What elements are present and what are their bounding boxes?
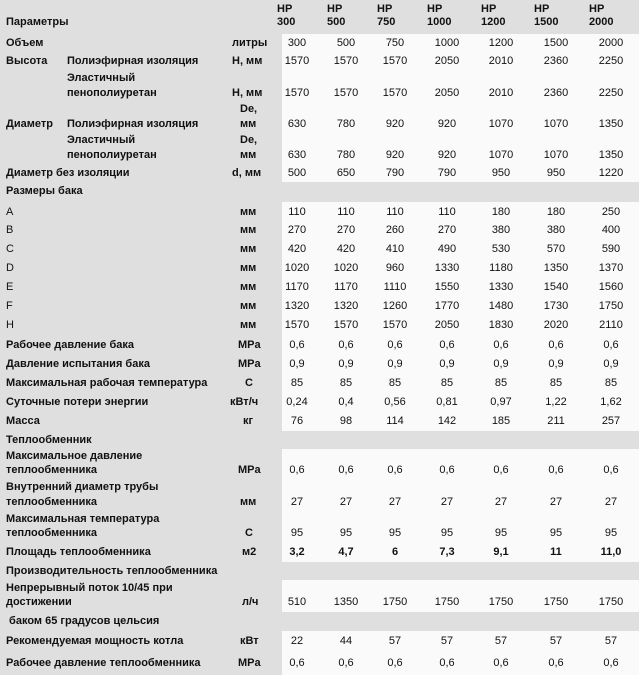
row-label-2: теплообменника (6, 527, 98, 539)
value-cell: 0,24 (286, 396, 308, 408)
value-cell: 2050 (434, 87, 460, 99)
value-cell: 300 (287, 37, 307, 49)
row-label: Диаметр без изоляции (6, 167, 130, 179)
row-label: Максимальное давление (6, 450, 143, 462)
value-cell: 142 (437, 415, 457, 427)
table-row (0, 480, 639, 512)
value-cell: 95 (494, 527, 508, 539)
value-cell: 180 (491, 206, 511, 218)
header-params-label: Параметры (6, 16, 69, 28)
table-row (0, 543, 639, 562)
value-cell: 110 (337, 206, 355, 218)
row-label: C (6, 243, 14, 255)
value-cell: 27 (339, 496, 353, 508)
table-row (0, 240, 639, 259)
row-unit: C (245, 527, 253, 539)
value-cell: 0,56 (384, 396, 406, 408)
value-cell: 1170 (334, 281, 358, 293)
value-cell: 1570 (284, 87, 310, 99)
value-cell: 1570 (284, 55, 310, 67)
row-unit: De, (240, 134, 258, 146)
table-row (0, 134, 639, 164)
section-label: Размеры бака (6, 185, 83, 197)
value-cell: 270 (336, 224, 356, 236)
value-cell: 1730 (543, 300, 569, 312)
table-row (0, 393, 639, 412)
model-header: HP 750 (377, 3, 396, 28)
row-unit: мм (240, 300, 257, 312)
value-cell: 920 (437, 149, 457, 161)
value-cell: 630 (287, 149, 307, 161)
value-cell: 1570 (284, 319, 310, 331)
value-cell: 1750 (598, 300, 624, 312)
value-cell: 0,6 (493, 339, 509, 351)
table-row (0, 34, 639, 52)
value-cell: 1200 (488, 37, 514, 49)
value-cell: 27 (604, 496, 618, 508)
section-label: Теплообменник (6, 434, 92, 446)
value-cell: 920 (437, 118, 457, 130)
value-cell: 76 (290, 415, 304, 427)
value-cell: 1110 (383, 281, 407, 293)
value-cell: 27 (388, 496, 402, 508)
table-row (0, 336, 639, 355)
value-cell: 44 (339, 635, 353, 647)
value-cell: 1070 (543, 118, 569, 130)
model-header: HP 1200 (481, 3, 506, 28)
row-unit: л/ч (242, 596, 259, 608)
table-row (0, 374, 639, 393)
row-unit: кВт/ч (230, 396, 259, 408)
table-row (0, 612, 639, 631)
row-label: D (6, 262, 14, 274)
value-cell: 0,6 (289, 339, 305, 351)
value-cell: 650 (336, 167, 356, 179)
table-row (0, 412, 639, 431)
value-cell: 0,9 (439, 358, 455, 370)
value-cell: 0,6 (439, 657, 455, 669)
row-sublabel: Полиэфирная изоляция (67, 118, 199, 130)
table-row (0, 512, 639, 543)
table-row (0, 259, 639, 278)
value-cell: 85 (290, 377, 304, 389)
value-cell: 0,97 (490, 396, 512, 408)
value-cell: 1180 (489, 262, 513, 274)
value-cell: 211 (547, 415, 565, 427)
value-cell: 0,6 (387, 657, 403, 669)
model-header: HP 500 (327, 3, 346, 28)
value-cell: 1320 (333, 300, 359, 312)
value-cell: 1370 (598, 262, 624, 274)
row-label: Площадь теплообменника (6, 546, 151, 558)
value-cell: 1000 (434, 37, 460, 49)
value-cell: 410 (385, 243, 405, 255)
row-unit: мм (240, 319, 257, 331)
value-cell: 0,6 (338, 464, 354, 476)
value-cell: 2360 (543, 55, 569, 67)
row-unit: литры (232, 37, 268, 49)
value-cell: 257 (601, 415, 621, 427)
value-cell: 1750 (488, 596, 514, 608)
value-cell: 530 (491, 243, 511, 255)
value-cell: 920 (385, 118, 405, 130)
row-unit: C (245, 377, 253, 389)
row-unit: H, мм (232, 55, 263, 67)
value-cell: 420 (336, 243, 356, 255)
value-cell: 0,6 (493, 657, 509, 669)
table-row (0, 297, 639, 316)
value-cell: 420 (287, 243, 307, 255)
value-cell: 1770 (434, 300, 460, 312)
row-unit: MPa (238, 358, 261, 370)
table-header (0, 0, 639, 34)
section-header (0, 562, 639, 580)
value-cell: 270 (287, 224, 307, 236)
value-cell: 11,0 (600, 546, 622, 558)
value-cell: 0,6 (289, 657, 305, 669)
value-cell: 7,3 (439, 546, 455, 558)
row-label: Давление испытания бака (6, 358, 150, 370)
value-cell: 1260 (382, 300, 408, 312)
row-label: Максимальная температура (6, 513, 160, 525)
value-cell: 95 (549, 527, 563, 539)
row-sublabel: Эластичный (67, 72, 136, 84)
value-cell: 1570 (333, 87, 359, 99)
value-cell: 4,7 (338, 546, 354, 558)
value-cell: 0,9 (548, 358, 564, 370)
value-cell: 2360 (543, 87, 569, 99)
value-cell: 110 (438, 206, 456, 218)
value-cell: 2050 (434, 319, 460, 331)
table-row (0, 102, 639, 134)
value-cell: 590 (601, 243, 621, 255)
row-unit: кВт (240, 635, 259, 647)
value-cell: 27 (494, 496, 508, 508)
value-cell: 9,1 (493, 546, 509, 558)
value-cell: 950 (491, 167, 511, 179)
value-cell: 1750 (382, 596, 408, 608)
value-cell: 85 (549, 377, 563, 389)
value-cell: 85 (604, 377, 618, 389)
row-label: E (6, 281, 14, 293)
value-cell: 1830 (488, 319, 514, 331)
value-cell: 1020 (333, 262, 359, 274)
value-cell: 500 (336, 37, 356, 49)
table-row (0, 449, 639, 480)
value-cell: 1570 (333, 319, 359, 331)
value-cell: 0,4 (338, 396, 354, 408)
model-header: HP 2000 (589, 3, 614, 28)
value-cell: 27 (549, 496, 563, 508)
row-label: H (6, 319, 14, 331)
value-cell: 750 (385, 37, 405, 49)
table-row (0, 580, 639, 612)
row-unit: MPa (238, 464, 261, 476)
row-label: Внутренний диаметр трубы (6, 481, 159, 493)
value-cell: 950 (546, 167, 566, 179)
value-cell: 1330 (488, 281, 514, 293)
row-unit: De, (240, 103, 258, 115)
value-cell: 6 (391, 546, 399, 558)
value-cell: 1,22 (545, 396, 567, 408)
value-cell: 780 (336, 118, 356, 130)
value-cell: 95 (604, 527, 618, 539)
value-cell: 1550 (434, 281, 460, 293)
row-sublabel: Полиэфирная изоляция (67, 55, 199, 67)
value-cell: 85 (339, 377, 353, 389)
value-cell: 960 (385, 262, 405, 274)
value-cell: 110 (288, 206, 306, 218)
row-unit: MPa (238, 339, 261, 351)
value-cell: 0,6 (548, 339, 564, 351)
row-label: баком 65 градусов цельсия (6, 615, 160, 627)
value-cell: 260 (385, 224, 405, 236)
value-cell: 95 (388, 527, 402, 539)
row-unit-2: мм (240, 149, 257, 161)
value-cell: 1020 (284, 262, 310, 274)
value-cell: 1570 (333, 55, 359, 67)
table-row (0, 653, 639, 675)
value-cell: 2050 (434, 55, 460, 67)
value-cell: 57 (604, 635, 618, 647)
value-cell: 0,6 (548, 464, 564, 476)
model-header: HP 1500 (534, 3, 559, 28)
value-cell: 1750 (598, 596, 624, 608)
value-cell: 95 (440, 527, 454, 539)
table-row (0, 164, 639, 182)
value-cell: 0,6 (439, 464, 455, 476)
value-cell: 0,9 (603, 358, 619, 370)
row-label: Рабочее давление бака (6, 339, 135, 351)
value-cell: 1330 (434, 262, 460, 274)
value-cell: 0,9 (338, 358, 354, 370)
value-cell: 0,6 (338, 339, 354, 351)
value-cell: 1570 (382, 55, 408, 67)
value-cell: 0,6 (387, 464, 403, 476)
value-cell: 1350 (333, 596, 359, 608)
value-cell: 85 (440, 377, 454, 389)
row-label-2: достижении (6, 596, 72, 608)
value-cell: 57 (549, 635, 563, 647)
value-cell: 250 (601, 206, 621, 218)
value-cell: 11 (550, 546, 562, 558)
value-cell: 0,9 (289, 358, 305, 370)
value-cell: 1570 (382, 319, 408, 331)
value-cell: 180 (546, 206, 566, 218)
value-cell: 110 (386, 206, 404, 218)
row-unit: мм (240, 262, 257, 274)
value-cell: 510 (287, 596, 307, 608)
value-cell: 114 (386, 415, 404, 427)
value-cell: 2250 (598, 87, 624, 99)
value-cell: 0,6 (493, 464, 509, 476)
table-row (0, 221, 639, 240)
table-row (0, 202, 639, 221)
value-cell: 270 (437, 224, 457, 236)
value-cell: 85 (494, 377, 508, 389)
row-unit: MPa (238, 657, 261, 669)
section-header (0, 182, 639, 202)
row-unit: мм (240, 496, 257, 508)
row-label: Суточные потери энергии (6, 396, 149, 408)
value-cell: 1170 (285, 281, 309, 293)
row-label: Масса (6, 415, 40, 427)
row-label: Максимальная рабочая температура (6, 377, 208, 389)
value-cell: 490 (437, 243, 457, 255)
value-cell: 0,6 (603, 339, 619, 351)
value-cell: 0,6 (548, 657, 564, 669)
value-cell: 790 (385, 167, 405, 179)
value-cell: 1750 (543, 596, 569, 608)
value-cell: 95 (290, 527, 304, 539)
value-cell: 2250 (598, 55, 624, 67)
row-unit: H, мм (232, 87, 263, 99)
row-unit-2: мм (240, 118, 257, 130)
table-row (0, 631, 639, 653)
value-cell: 1540 (543, 281, 569, 293)
row-label: Диаметр (6, 118, 53, 130)
value-cell: 3,2 (289, 546, 305, 558)
row-unit: мм (240, 243, 257, 255)
value-cell: 920 (385, 149, 405, 161)
value-cell: 380 (491, 224, 511, 236)
value-cell: 1350 (598, 118, 624, 130)
section-label: Производительность теплообменника (6, 565, 218, 577)
row-unit: d, мм (232, 167, 262, 179)
value-cell: 1570 (382, 87, 408, 99)
row-unit: мм (240, 281, 257, 293)
model-header: HP 300 (277, 3, 296, 28)
value-cell: 780 (336, 149, 356, 161)
value-cell: 98 (339, 415, 353, 427)
row-sublabel-2: пенополиуретан (67, 149, 157, 161)
value-cell: 500 (287, 167, 307, 179)
value-cell: 0,9 (493, 358, 509, 370)
value-cell: 1070 (488, 118, 514, 130)
value-cell: 27 (290, 496, 304, 508)
value-cell: 1750 (434, 596, 460, 608)
row-label: B (6, 224, 14, 236)
row-label: F (6, 300, 13, 312)
value-cell: 0,9 (387, 358, 403, 370)
value-cell: 0,6 (338, 657, 354, 669)
table-row (0, 316, 639, 336)
value-cell: 380 (546, 224, 566, 236)
table-row (0, 70, 639, 102)
row-label: Рекомендуемая мощность котла (6, 635, 184, 647)
model-header: HP 1000 (427, 3, 452, 28)
row-label: Непрерывный поток 10/45 при (6, 582, 173, 594)
value-cell: 57 (494, 635, 508, 647)
value-cell: 2010 (488, 55, 514, 67)
value-cell: 570 (546, 243, 566, 255)
row-sublabel-2: пенополиуретан (67, 87, 157, 99)
value-cell: 2000 (598, 37, 624, 49)
value-cell: 1560 (598, 281, 624, 293)
value-cell: 2020 (543, 319, 569, 331)
value-cell: 57 (440, 635, 454, 647)
value-cell: 1350 (598, 149, 624, 161)
row-label: Объем (6, 37, 44, 49)
value-cell: 0,6 (387, 339, 403, 351)
value-cell: 630 (287, 118, 307, 130)
row-label-2: теплообменника (6, 496, 98, 508)
value-cell: 1220 (598, 167, 624, 179)
value-cell: 0,6 (603, 464, 619, 476)
value-cell: 0,81 (436, 396, 458, 408)
value-cell: 1070 (488, 149, 514, 161)
value-cell: 1350 (543, 262, 569, 274)
section-header (0, 431, 639, 449)
row-label: Рабочее давление теплообменника (6, 657, 201, 669)
table-row (0, 52, 639, 70)
row-label: Высота (6, 55, 48, 67)
value-cell: 85 (388, 377, 402, 389)
row-unit: мм (240, 224, 257, 236)
value-cell: 1070 (543, 149, 569, 161)
value-cell: 22 (290, 635, 304, 647)
value-cell: 2110 (599, 319, 623, 331)
value-cell: 2010 (488, 87, 514, 99)
value-cell: 185 (491, 415, 511, 427)
value-cell: 790 (437, 167, 457, 179)
value-cell: 95 (339, 527, 353, 539)
value-cell: 0,6 (289, 464, 305, 476)
value-cell: 0,6 (439, 339, 455, 351)
row-unit: мм (240, 206, 257, 218)
value-cell: 0,6 (603, 657, 619, 669)
value-cell: 400 (601, 224, 621, 236)
value-cell: 1320 (284, 300, 310, 312)
value-cell: 1480 (488, 300, 514, 312)
value-cell: 27 (440, 496, 454, 508)
value-cell: 1,62 (600, 396, 622, 408)
row-unit: кг (243, 415, 254, 427)
row-label-2: теплообменника (6, 464, 98, 476)
value-cell: 1500 (543, 37, 569, 49)
row-unit: м2 (242, 546, 257, 558)
table-row (0, 278, 639, 297)
row-label: A (6, 206, 14, 218)
table-row (0, 355, 639, 374)
value-cell: 57 (388, 635, 402, 647)
row-sublabel: Эластичный (67, 134, 136, 146)
